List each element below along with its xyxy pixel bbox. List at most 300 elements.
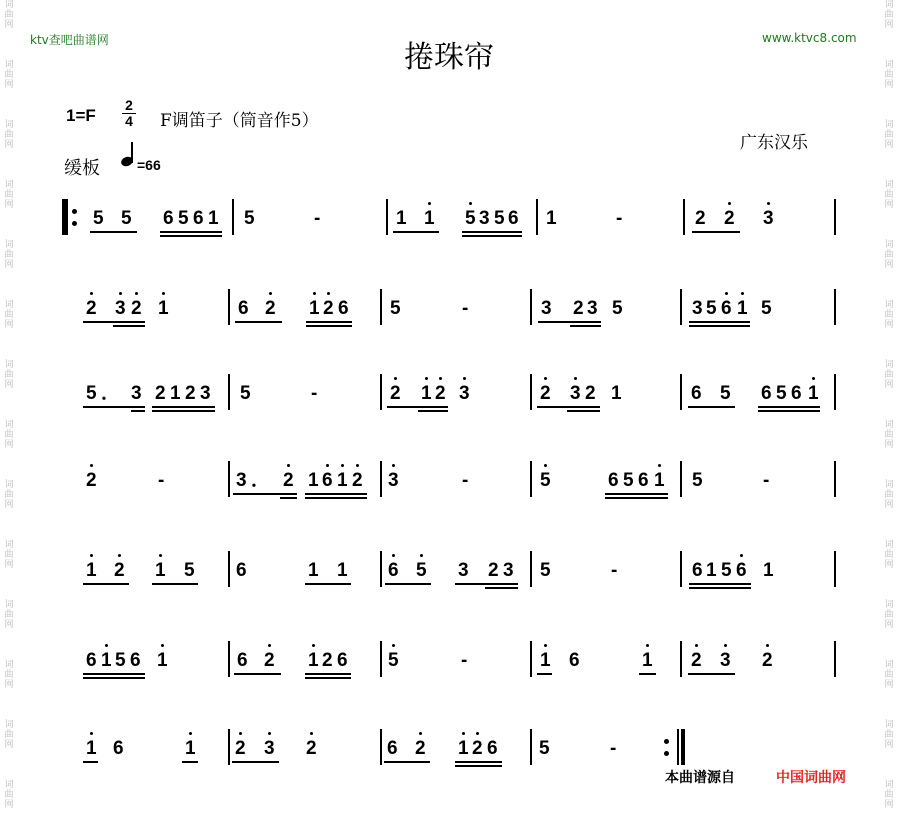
bar-line [228,641,230,677]
note: - [616,208,623,229]
bar-line [834,551,836,587]
time-signature [122,98,136,129]
note: 6 [237,650,248,671]
beam-line [418,410,448,412]
beam-line [538,321,601,323]
octave-dot [469,202,472,205]
bar-line [834,289,836,325]
beam-line [90,231,137,233]
note: 1 [86,738,97,759]
note: 5 [623,470,634,491]
side-watermark-text: 词曲网 [884,420,894,450]
beam-line [689,587,751,589]
note: 2 [86,470,97,491]
octave-dot [105,644,108,647]
octave-dot [162,292,165,295]
side-watermark-text: 词曲网 [4,420,14,450]
side-watermark-text: 词曲网 [884,60,894,90]
note: 3 [388,470,399,491]
bar-line [680,289,682,325]
beam-line [83,761,98,763]
note: 1 [396,208,407,229]
note: 5 [465,208,476,229]
score-line [0,185,898,245]
octave-dot [394,377,397,380]
beam-line [537,673,552,675]
beam-line [83,583,129,585]
note: 6 [193,208,204,229]
note: 3 [479,208,490,229]
repeat-start-dot [72,221,77,226]
octave-dot [476,732,479,735]
octave-dot [741,292,744,295]
side-watermark-text: 词曲网 [884,780,894,810]
bar-line [228,551,230,587]
bar-line [536,199,538,235]
note: 1 [158,298,169,319]
note: 5 [612,298,623,319]
beam-line [306,325,352,327]
bar-line [680,461,682,497]
note: 2 [322,650,333,671]
score-line [0,715,898,775]
score-line [0,447,898,507]
octave-dot [287,464,290,467]
note: 2 [155,383,166,404]
source-label: 广东汉乐 [740,133,808,153]
note: 5 [184,560,195,581]
note: 2 [585,383,596,404]
note: 5 [244,208,255,229]
side-watermark-text: 词曲网 [4,240,14,270]
note: 6 [322,470,333,491]
bar-line [530,374,532,410]
octave-dot [544,644,547,647]
octave-dot [310,732,313,735]
note: 2 [131,298,142,319]
side-watermark-text: 词曲网 [884,240,894,270]
octave-dot [90,554,93,557]
note: 5 [540,560,551,581]
note: 6 [337,650,348,671]
note: 2 [114,560,125,581]
octave-dot [90,732,93,735]
beam-line [280,497,297,499]
note: 5 [720,383,731,404]
octave-dot [725,292,728,295]
beam-line [182,761,198,763]
beam-line [305,673,351,675]
bar-line [677,729,679,765]
note: 1 [737,298,748,319]
side-watermark-text: 词曲网 [4,720,14,750]
note: - [311,383,318,404]
beam-line [385,583,431,585]
note: 6 [608,470,619,491]
score-line [0,360,898,420]
octave-dot [326,464,329,467]
note: 3 [459,383,470,404]
note: 6 [238,298,249,319]
beam-line [689,325,750,327]
note: 1 [337,470,348,491]
beam-line [462,231,522,233]
beam-line [160,235,222,237]
beam-line [758,406,820,408]
note: 2 [415,738,426,759]
beam-line [393,231,439,233]
octave-dot [544,464,547,467]
octave-dot [428,202,431,205]
bar-line [228,289,230,325]
score-title: 捲珠帘 [404,40,494,75]
note: 1 [101,650,112,671]
beam-line [387,406,448,408]
note: 6 [569,650,580,671]
beam-line [113,325,145,327]
note: 1 [808,383,819,404]
octave-dot [544,377,547,380]
note: 5 [121,208,132,229]
note: 5 [86,383,97,404]
note: 6 [736,560,747,581]
note: 6 [387,738,398,759]
note: 5 [240,383,251,404]
note: 5 [776,383,787,404]
octave-dot [135,292,138,295]
note: 5 [692,470,703,491]
score-line [0,537,898,597]
note: 2 [352,470,363,491]
bar-line [834,641,836,677]
octave-dot [767,202,770,205]
note: 6 [692,560,703,581]
beam-line [605,493,668,495]
beam-line [235,321,282,323]
bar-line [680,374,682,410]
side-watermark-text: 词曲网 [4,480,14,510]
note: 3 [720,650,731,671]
octave-dot [268,644,271,647]
side-watermark-text: 词曲网 [4,0,14,30]
bar-line [834,461,836,497]
note: 5 [416,560,427,581]
note: 6 [86,650,97,671]
repeat-start-dot [72,209,77,214]
note: 6 [338,298,349,319]
note: 6 [691,383,702,404]
note: 3 [131,383,142,404]
bar-line [380,729,382,765]
octave-dot [268,732,271,735]
note: 1 [309,298,320,319]
beam-line [305,493,367,495]
beam-line [305,497,367,499]
octave-dot [313,292,316,295]
note: 6 [508,208,519,229]
note: 6 [721,298,732,319]
note: - [158,470,165,491]
bar-line [530,641,532,677]
note: 3 [236,470,247,491]
side-watermark-text: 词曲网 [884,660,894,690]
note: 3 [264,738,275,759]
note: 3 [570,383,581,404]
beam-line [462,235,522,237]
bar-line [834,199,836,235]
side-watermark-text: 词曲网 [4,540,14,570]
note: 2 [695,208,706,229]
octave-dot [161,644,164,647]
note: - [314,208,321,229]
note: 1 [155,560,166,581]
beam-line [306,321,352,323]
note: - [611,560,618,581]
note: - [462,298,469,319]
note: 1 [763,560,774,581]
score-line [0,627,898,687]
note: 2 [86,298,97,319]
octave-dot [463,377,466,380]
note: 1 [642,650,653,671]
side-watermark-text: 词曲网 [4,600,14,630]
note: 2 [573,298,584,319]
bar-line [680,551,682,587]
note: 1 [421,383,432,404]
side-watermark-text: 词曲网 [884,120,894,150]
note: 5 [390,298,401,319]
side-watermark-text: 词曲网 [4,60,14,90]
bar-line [228,461,230,497]
beam-line [688,673,735,675]
beam-line [570,325,601,327]
note: 5 [706,298,717,319]
note: - [461,650,468,671]
note: 5 [539,738,550,759]
note: 6 [113,738,124,759]
octave-dot [695,644,698,647]
octave-dot [239,732,242,735]
octave-dot [740,554,743,557]
side-watermark-text: 词曲网 [4,360,14,390]
beam-line [537,406,600,408]
note: 2 [540,383,551,404]
note: - [462,470,469,491]
side-watermark-text: 词曲网 [4,780,14,810]
octave-dot [356,464,359,467]
bar-line [232,199,234,235]
beam-line [605,497,668,499]
note: ． [251,470,271,491]
octave-dot [341,464,344,467]
note: - [610,738,617,759]
note: 1 [424,208,435,229]
note: 2 [323,298,334,319]
note: 3 [200,383,211,404]
instrument-note: F调笛子（筒音作5） [160,111,319,131]
note: 2 [185,383,196,404]
bar-line [680,641,682,677]
side-watermark-text: 词曲网 [884,480,894,510]
octave-dot [159,554,162,557]
octave-dot [118,554,121,557]
beam-line [83,321,145,323]
note: 5 [178,208,189,229]
octave-dot [462,732,465,735]
note: 1 [208,208,219,229]
note: - [763,470,770,491]
bar-line [530,729,532,765]
octave-dot [392,464,395,467]
octave-dot [574,377,577,380]
bar-line [683,199,685,235]
note: 1 [157,650,168,671]
note: 5 [115,650,126,671]
beam-line [455,761,502,763]
note: 2 [488,560,499,581]
note: 3 [692,298,703,319]
watermark-site-right: www.ktvc8.com [762,31,857,45]
note: 6 [761,383,772,404]
note: 5 [721,560,732,581]
beam-line [689,321,750,323]
beam-line [692,231,740,233]
note: 1 [185,738,196,759]
octave-dot [728,202,731,205]
beam-line [233,493,297,495]
beam-line [305,677,351,679]
note: 5 [761,298,772,319]
footer-label: 本曲谱源自 [665,770,735,786]
octave-dot [119,292,122,295]
note: 6 [236,560,247,581]
note: 1 [170,383,181,404]
repeat-end-dot [664,751,669,756]
note: 1 [308,650,319,671]
bar-line [380,461,382,497]
bar-line [380,289,382,325]
octave-dot [90,464,93,467]
beam-line [152,406,215,408]
note: 5 [494,208,505,229]
beam-line [234,673,281,675]
watermark-site-left: ktv查吧曲谱网 [30,33,109,47]
score-line [0,275,898,335]
octave-dot [646,644,649,647]
note: 1 [654,470,665,491]
octave-dot [658,464,661,467]
bar-line [228,729,230,765]
note: 1 [706,560,717,581]
note: 6 [388,560,399,581]
note: 2 [435,383,446,404]
beam-line [758,410,820,412]
time-signature-top: 2 [125,97,133,113]
beam-line [455,583,518,585]
beam-line [305,583,351,585]
note: 5 [540,470,551,491]
note: 6 [487,738,498,759]
tempo-value: =66 [137,157,161,173]
side-watermark-text: 词曲网 [4,300,14,330]
note: ． [101,383,121,404]
beam-line [131,410,145,412]
bar-line [66,199,68,235]
repeat-end-dot [664,739,669,744]
octave-dot [90,292,93,295]
time-signature-bottom: 4 [122,113,136,129]
note: 5 [388,650,399,671]
bar-line [380,551,382,587]
beam-line [689,583,751,585]
note: 3 [115,298,126,319]
octave-dot [312,644,315,647]
note: 3 [503,560,514,581]
beam-line [152,410,215,412]
bar-line [228,374,230,410]
quarter-note-stem [131,142,133,163]
side-watermark-text: 词曲网 [884,0,894,30]
note: 2 [235,738,246,759]
note: 2 [390,383,401,404]
note: 3 [458,560,469,581]
octave-dot [724,644,727,647]
key-signature: 1=F [66,106,96,125]
octave-dot [392,644,395,647]
side-watermark-text: 词曲网 [884,600,894,630]
side-watermark-text: 词曲网 [884,300,894,330]
note: 3 [587,298,598,319]
note: 6 [163,208,174,229]
bar-line [380,374,382,410]
side-watermark-text: 词曲网 [4,120,14,150]
note: 1 [86,560,97,581]
note: 3 [763,208,774,229]
note: 3 [541,298,552,319]
beam-line [232,761,279,763]
note: 1 [611,383,622,404]
beam-line [688,406,735,408]
octave-dot [812,377,815,380]
note: 2 [283,470,294,491]
footer-site[interactable]: 中国词曲网 [776,770,846,786]
octave-dot [439,377,442,380]
note: 6 [130,650,141,671]
beam-line [567,410,600,412]
note: 1 [546,208,557,229]
octave-dot [420,554,423,557]
note: 2 [691,650,702,671]
octave-dot [425,377,428,380]
beam-line [639,673,656,675]
note: 1 [540,650,551,671]
octave-dot [189,732,192,735]
beam-line [83,677,145,679]
note: 6 [791,383,802,404]
bar-line [681,729,685,765]
note: 2 [265,298,276,319]
note: 2 [724,208,735,229]
side-watermark-text: 词曲网 [884,180,894,210]
side-watermark-text: 词曲网 [884,540,894,570]
side-watermark-text: 词曲网 [4,180,14,210]
side-watermark-text: 词曲网 [884,720,894,750]
beam-line [455,765,502,767]
side-watermark-text: 词曲网 [884,360,894,390]
octave-dot [269,292,272,295]
bar-line [530,461,532,497]
note: 2 [264,650,275,671]
